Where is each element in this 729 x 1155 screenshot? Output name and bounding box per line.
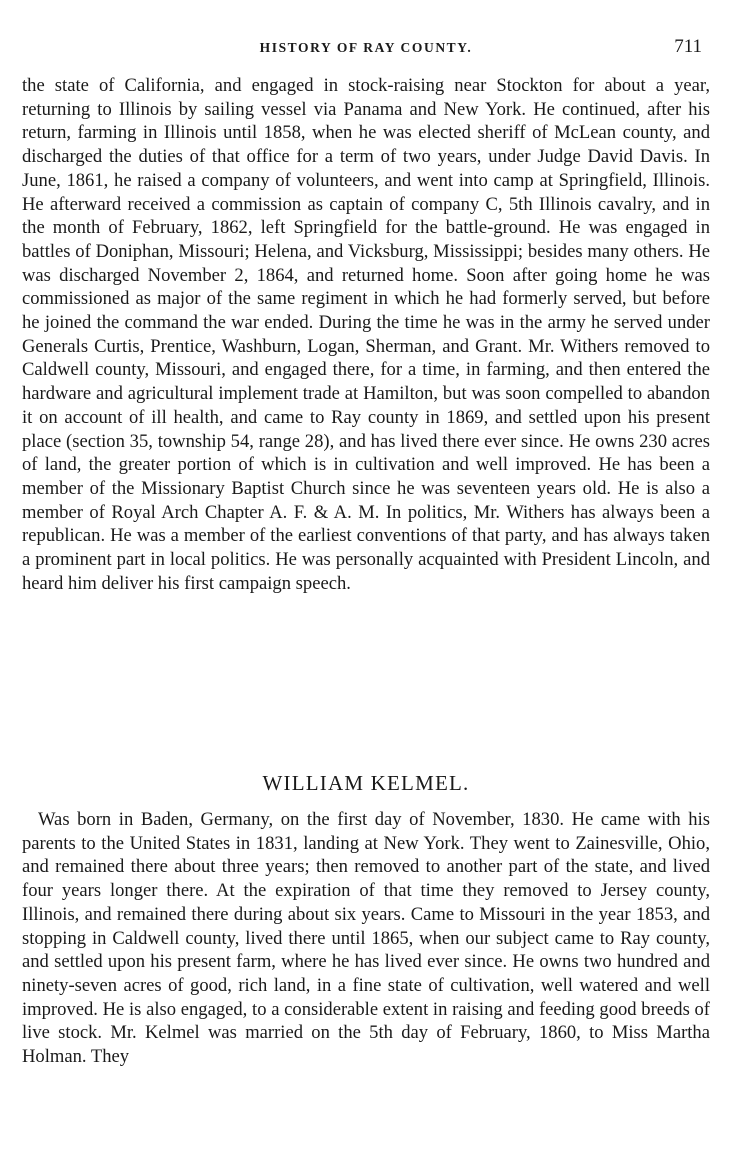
running-title: HISTORY OF RAY COUNTY. bbox=[259, 40, 473, 55]
continued-paragraph: the state of California, and engaged in stock-raising near Stockton for about a year, returning to Illinois by sailing vessel via Panama and New York. He continued, after his return, farming in Illinois until 1858, when he was elected sheriff of McLean county, and discharged the duties of that office for a term of two years, under Judge David Davis. In June, 1861, he raised a company of volunteers, and went into camp at Springfield, Illinois. He afterward received a commission as captain of company C, 5th Illinois cavalry, and in the month of February, 1862, left Springfield for the battle-ground. He was engaged in battles of Doniphan, Missouri; Helena, and Vicksburg, Mississippi; besides many others. He was discharged November 2, 1864, and returned home. Soon after going home he was commissioned as major of the same regiment in which he had formerly served, but before he joined the command the war ended. During the time he was in the army he served under Generals Curtis, Prentice, Washburn, Logan, Sherman, and Grant. Mr. Withers removed to Caldwell county, Missouri, and engaged there, for a time, in farming, and then entered the hardware and agricultural implement trade at Hamilton, but was soon compelled to abandon it on account of ill health, and came to Ray county in 1869, and settled upon his present place (section 35, township 54, range 28), and has lived there ever since. He owns 230 acres of land, the greater portion of which is in cultivation and well improved. He has been a member of the Missionary Baptist Church since he was seventeen years old. He is also a member of Royal Arch Chapter A. F. & A. M. In politics, Mr. Withers has always been a republican. He was a member of the earliest conventions of that party, and has always taken a prominent part in local politics. He was personally acquainted with President Lincoln, and heard him deliver his first campaign speech. bbox=[22, 75, 710, 594]
book-page bbox=[22, 0, 710, 1155]
running-head bbox=[22, 38, 710, 60]
kelmel-paragraph: Was born in Baden, Germany, on the first day of November, 1830. He came with his parents to the United States in 1831, landing at New York. They went to Zainesville, Ohio, and remained there about three years; then removed to another part of the state, and lived four years longer there. At the expiration of that time they removed to Jersey county, Illinois, and remained there during about six years. Came to Missouri in the year 1853, and stopping in Caldwell county, lived there until 1865, when our subject came to Ray county, and settled upon his present farm, where he has lived ever since. He owns two hundred and ninety-seven acres of good, rich land, in a fine state of cultivation, well watered and well improved. He is also engaged, to a considerable extent in raising and feeding good breeds of live stock. Mr. Kelmel was married on the 5th day of February, 1860, to Miss Martha Holman. They bbox=[22, 809, 710, 1068]
page-number: 711 bbox=[674, 36, 702, 57]
continued-biography bbox=[22, 74, 710, 595]
kelmel-biography bbox=[22, 808, 710, 1069]
section-heading: WILLIAM KELMEL. bbox=[262, 771, 470, 795]
